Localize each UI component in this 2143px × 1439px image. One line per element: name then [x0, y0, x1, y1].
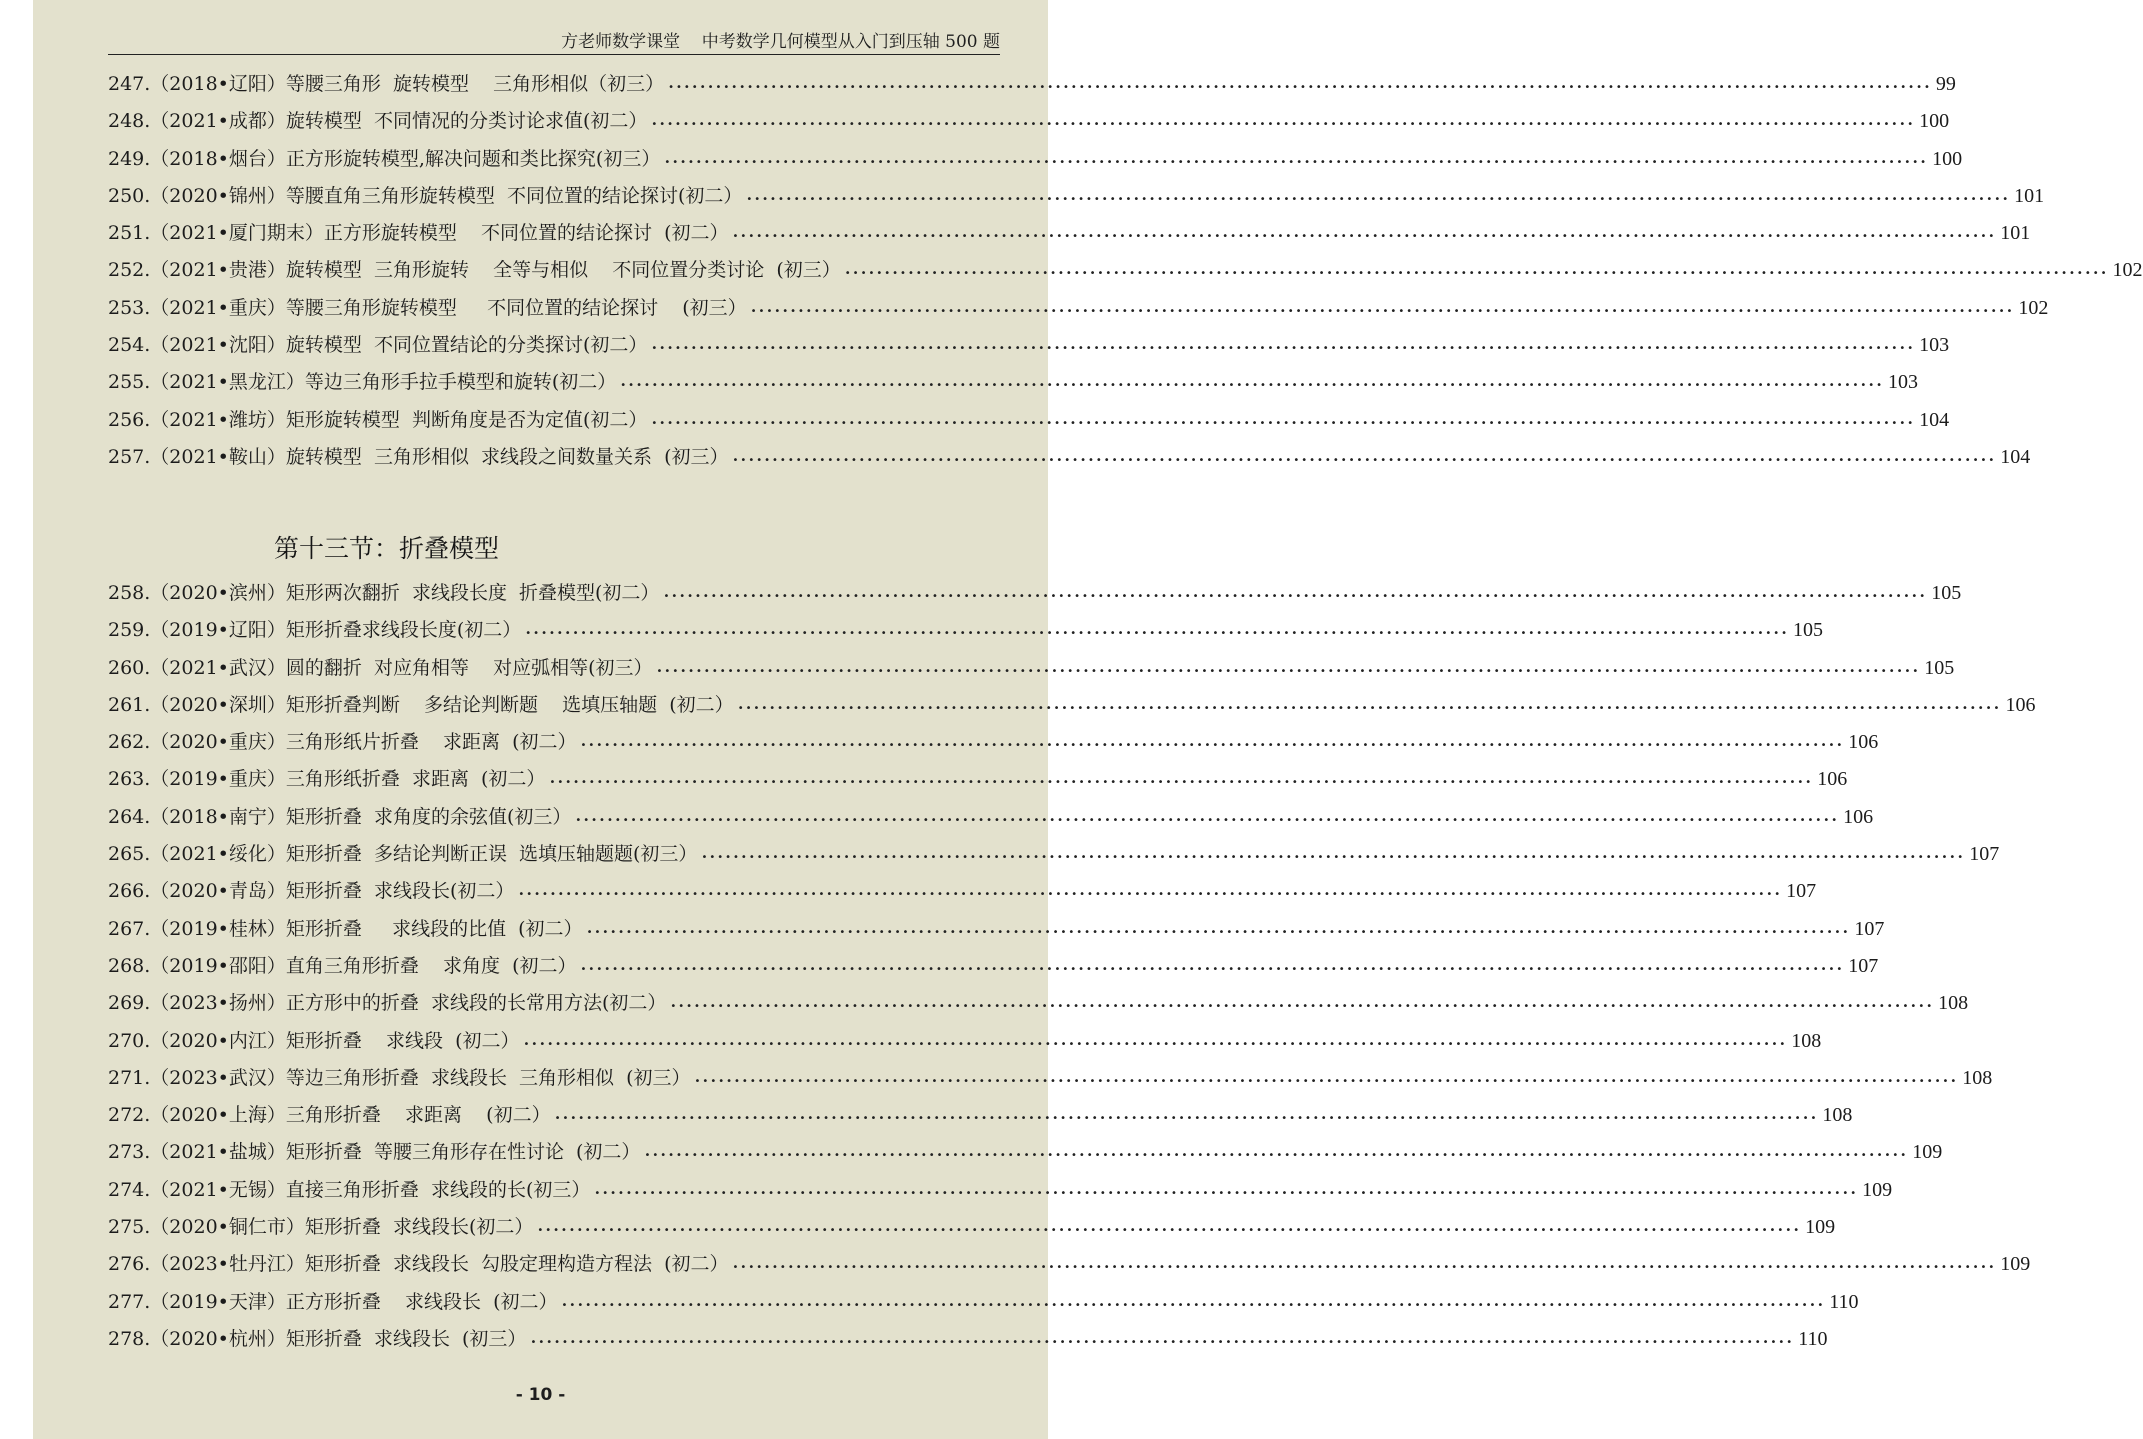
toc-entry-page: 110 — [1798, 1327, 1828, 1350]
toc-entry — [108, 1284, 1859, 1321]
dot-leader: •••••••••••••••••••••••••••••••••••••••••••••••••••••••••••••••••••••••••••••••••••••••••••••••••••••••••••••••••••••••••••••••••••••••••••••••••••••••••••••••• — [844, 268, 2109, 280]
toc-entry — [108, 1023, 1822, 1060]
toc-entry-page: 105 — [1793, 619, 1824, 642]
dot-leader: •••••••••••••••••••••••••••••••••••••••••••••••••••••••••••••••••••••••••••••••••••••••••••••••••••••••••••••••••••••••••••••••••••••••••••••••••••••••••••••••• — [656, 665, 1921, 677]
dot-leader: •••••••••••••••••••••••••••••••••••••••••••••••••••••••••••••••••••••••••••••••••••••••••••••••••••••••••••••••••••••••••••••••••••••••••••••••••••••••••••••••• — [554, 1113, 1819, 1125]
toc-entry-page: 101 — [2000, 222, 2031, 245]
toc-entry-page: 102 — [2112, 259, 2143, 282]
toc-list-rotation — [108, 66, 2143, 476]
dot-leader: •••••••••••••••••••••••••••••••••••••••••••••••••••••••••••••••••••••••••••••••••••••••••••••••••••••••••••••••••••••••••••••••••••••••••••••••••••••••••••••••• — [651, 119, 1916, 131]
dot-leader: •••••••••••••••••••••••••••••••••••••••••••••••••••••••••••••••••••••••••••••••••••••••••••••••••••••••••••••••••••••••••••••••••••••••••••••••••••••••••••••••• — [750, 305, 2015, 317]
toc-entry — [108, 1209, 1836, 1246]
toc-entry-title: 251.（2021•厦门期末）正方形旋转模型 不同位置的结论探讨 (初二） — [108, 222, 729, 245]
toc-entry-title: 250.（2020•锦州）等腰直角三角形旋转模型 不同位置的结论探讨(初二） — [108, 184, 743, 207]
toc-entry-title: 247.（2018•辽阳）等腰三角形 旋转模型 三角形相似（初三） — [108, 73, 665, 95]
toc-entry-title: 258.（2020•滨州）矩形两次翻折 求线段长度 折叠模型(初二） — [108, 582, 660, 604]
toc-entry — [108, 985, 1969, 1022]
dot-leader: •••••••••••••••••••••••••••••••••••••••••••••••••••••••••••••••••••••••••••••••••••••••••••••••••••••••••••••••••••••••••••••••••••••••••••••••••••••••••••••••• — [518, 889, 1783, 901]
toc-entry — [108, 66, 1956, 103]
toc-entry — [108, 290, 2049, 327]
toc-entry — [108, 911, 1885, 948]
toc-entry-page: 103 — [1919, 334, 1950, 357]
toc-entry-page: 109 — [2000, 1253, 2031, 1276]
toc-entry-page: 107 — [1854, 917, 1885, 940]
toc-entry-title: 274.（2021•无锡）直接三角形折叠 求线段的长(初三） — [108, 1178, 591, 1201]
toc-entry-title: 252.（2021•贵港）旋转模型 三角形旋转 全等与相似 不同位置分类讨论 (初三） — [108, 259, 841, 282]
dot-leader: •••••••••••••••••••••••••••••••••••••••••••••••••••••••••••••••••••••••••••••••••••••••••••••••••••••••••••••••••••••••••••••••••••••••••••••••••••••••••••••••• — [663, 591, 1928, 602]
dot-leader: •••••••••••••••••••••••••••••••••••••••••••••••••••••••••••••••••••••••••••••••••••••••••••••••••••••••••••••••••••••••••••••••••••••••••••••••••••••••••••••••• — [732, 454, 1997, 466]
toc-entry-page: 99 — [1935, 73, 1956, 95]
toc-entry — [108, 327, 1950, 364]
dot-leader: •••••••••••••••••••••••••••••••••••••••••••••••••••••••••••••••••••••••••••••••••••••••••••••••••••••••••••••••••••••••••••••••••••••••••••••••••••••••••••••••• — [746, 193, 2011, 205]
dot-leader: •••••••••••••••••••••••••••••••••••••••••••••••••••••••••••••••••••••••••••••••••••••••••••••••••••••••••••••••••••••••••••••••••••••••••••••••••••••••••••••••• — [580, 740, 1845, 752]
toc-entry — [108, 799, 1874, 836]
toc-entry-title: 270.（2020•内江）矩形折叠 求线段 (初二） — [108, 1029, 520, 1052]
toc-entry — [108, 836, 2000, 873]
dot-leader: •••••••••••••••••••••••••••••••••••••••••••••••••••••••••••••••••••••••••••••••••••••••••••••••••••••••••••••••••••••••••••••••••••••••••••••••••••••••••••••••• — [523, 1038, 1788, 1050]
toc-entry-title: 268.（2019•邵阳）直角三角形折叠 求角度 (初二） — [108, 954, 577, 977]
toc-entry-title: 261.（2020•深圳）矩形折叠判断 多结论判断题 选填压轴题 (初二） — [108, 693, 734, 716]
toc-entry-title: 262.（2020•重庆）三角形纸片折叠 求距离 (初二） — [108, 731, 577, 754]
toc-entry-title: 271.（2023•武汉）等边三角形折叠 求线段长 三角形相似 (初三） — [108, 1066, 691, 1089]
toc-entry-page: 105 — [1931, 582, 1962, 604]
dot-leader: •••••••••••••••••••••••••••••••••••••••••••••••••••••••••••••••••••••••••••••••••••••••••••••••••••••••••••••••••••••••••••••••••••••••••••••••••••••••••••••••• — [586, 926, 1851, 938]
toc-entry-page: 108 — [1791, 1029, 1822, 1052]
section-heading: 第十三节：折叠模型 — [274, 534, 500, 563]
dot-leader: •••••••••••••••••••••••••••••••••••••••••••••••••••••••••••••••••••••••••••••••••••••••••••••••••••••••••••••••••••••••••••••••••••••••••••••••••••••••••••••••• — [670, 1001, 1935, 1013]
dot-leader: •••••••••••••••••••••••••••••••••••••••••••••••••••••••••••••••••••••••••••••••••••••••••••••••••••••••••••••••••••••••••••••••••••••••••••••••••••••••••••••••• — [651, 343, 1916, 355]
toc-entry-title: 277.（2019•天津）正方形折叠 求线段长 (初二） — [108, 1290, 558, 1313]
dot-leader: •••••••••••••••••••••••••••••••••••••••••••••••••••••••••••••••••••••••••••••••••••••••••••••••••••••••••••••••••••••••••••••••••••••••••••••••••••••••••••••••• — [537, 1225, 1802, 1237]
toc-entry — [108, 1097, 1853, 1134]
dot-leader: •••••••••••••••••••••••••••••••••••••••••••••••••••••••••••••••••••••••••••••••••••••••••••••••••••••••••••••••••••••••••••••••••••••••••••••••••••••••••••••••• — [737, 702, 2002, 714]
toc-entry — [108, 439, 2031, 476]
toc-entry-title: 253.（2021•重庆）等腰三角形旋转模型 不同位置的结论探讨 (初三） — [108, 296, 747, 319]
toc-entry-title: 255.（2021•黑龙江）等边三角形手拉手模型和旋转(初二） — [108, 371, 617, 394]
toc-entry-page: 109 — [1805, 1216, 1836, 1239]
toc-entry — [108, 873, 1817, 910]
toc-entry-page: 101 — [2014, 184, 2045, 207]
toc-entry — [108, 1246, 2031, 1283]
toc-entry — [108, 402, 1950, 439]
dot-leader: •••••••••••••••••••••••••••••••••••••••••••••••••••••••••••••••••••••••••••••••••••••••••••••••••••••••••••••••••••••••••••••••••••••••••••••••••••••••••••••••• — [664, 156, 1929, 168]
toc-entry-title: 267.（2019•桂林）矩形折叠 求线段的比值 (初二） — [108, 917, 583, 940]
toc-entry-title: 259.（2019•辽阳）矩形折叠求线段长度(初二） — [108, 619, 522, 642]
dot-leader: •••••••••••••••••••••••••••••••••••••••••••••••••••••••••••••••••••••••••••••••••••••••••••••••••••••••••••••••••••••••••••••••••••••••••••••••••••••••••••••••• — [580, 963, 1845, 975]
dot-leader: •••••••••••••••••••••••••••••••••••••••••••••••••••••••••••••••••••••••••••••••••••••••••••••••••••••••••••••••••••••••••••••••••••••••••••••••••••••••••••••••• — [694, 1075, 1959, 1087]
toc-entry — [108, 948, 1879, 985]
dot-leader: •••••••••••••••••••••••••••••••••••••••••••••••••••••••••••••••••••••••••••••••••••••••••••••••••••••••••••••••••••••••••••••••••••••••••••••••••••••••••••••••• — [732, 1262, 1997, 1274]
toc-entry — [108, 1172, 1893, 1209]
dot-leader: •••••••••••••••••••••••••••••••••••••••••••••••••••••••••••••••••••••••••••••••••••••••••••••••••••••••••••••••••••••••••••••••••••••••••••••••••••••••••••••••• — [561, 1299, 1826, 1311]
toc-entry — [108, 761, 1848, 798]
toc-entry — [108, 612, 1824, 649]
toc-entry — [108, 650, 1955, 687]
dot-leader: •••••••••••••••••••••••••••••••••••••••••••••••••••••••••••••••••••••••••••••••••••••••••••••••••••••••••••••••••••••••••••••••••••••••••••••••••••••••••••••••• — [575, 814, 1840, 826]
toc-entry-title: 272.（2020•上海）三角形折叠 求距离 (初二） — [108, 1104, 551, 1127]
toc-entry-title: 265.（2021•绥化）矩形折叠 多结论判断正误 选填压轴题题(初三） — [108, 843, 698, 866]
toc-entry-page: 102 — [2018, 296, 2049, 319]
toc-entry-page: 109 — [1862, 1178, 1893, 1201]
toc-entry-page: 100 — [1919, 110, 1950, 133]
toc-entry-page: 105 — [1924, 656, 1955, 679]
toc-entry-page: 107 — [1969, 843, 2000, 866]
toc-entry-page: 106 — [1817, 768, 1848, 791]
toc-entry — [108, 687, 2036, 724]
toc-entry-page: 106 — [1843, 805, 1874, 828]
page-number: - 10 - — [515, 1385, 566, 1405]
toc-entry-page: 108 — [1822, 1104, 1853, 1127]
dot-leader: •••••••••••••••••••••••••••••••••••••••••••••••••••••••••••••••••••••••••••••••••••••••••••••••••••••••••••••••••••••••••••••••••••••••••••••••••••••••••••••••• — [644, 1150, 1909, 1162]
toc-entry-page: 103 — [1888, 371, 1919, 394]
dot-leader: •••••••••••••••••••••••••••••••••••••••••••••••••••••••••••••••••••••••••••••••••••••••••••••••••••••••••••••••••••••••••••••••••••••••••••••••••••••••••••••••• — [594, 1187, 1859, 1199]
toc-entry-title: 257.（2021•鞍山）旋转模型 三角形相似 求线段之间数量关系 (初三） — [108, 445, 729, 468]
toc-entry — [108, 215, 2031, 252]
toc-entry-title: 275.（2020•铜仁市）矩形折叠 求线段长(初二） — [108, 1216, 534, 1239]
dot-leader: •••••••••••••••••••••••••••••••••••••••••••••••••••••••••••••••••••••••••••••••••••••••••••••••••••••••••••••••••••••••••••••••••••••••••••••••••••••••••••••••• — [668, 82, 1932, 93]
toc-entry-page: 106 — [1848, 731, 1879, 754]
dot-leader: •••••••••••••••••••••••••••••••••••••••••••••••••••••••••••••••••••••••••••••••••••••••••••••••••••••••••••••••••••••••••••••••••••••••••••••••••••••••••••••••• — [620, 380, 1885, 392]
toc-entry-title: 260.（2021•武汉）圆的翻折 对应角相等 对应弧相等(初三） — [108, 656, 653, 679]
toc-entry-title: 264.（2018•南宁）矩形折叠 求角度的余弦值(初三） — [108, 805, 572, 828]
toc-entry-page: 108 — [1938, 992, 1969, 1015]
toc-entry-title: 254.（2021•沈阳）旋转模型 不同位置结论的分类探讨(初二） — [108, 334, 648, 357]
toc-entry-page: 104 — [2000, 445, 2031, 468]
document-page — [33, 0, 2143, 1439]
toc-entry-page: 100 — [1932, 147, 1963, 170]
toc-entry-page: 104 — [1919, 408, 1950, 431]
toc-entry-title: 263.（2019•重庆）三角形纸折叠 求距离 (初二） — [108, 768, 546, 791]
toc-entry — [108, 724, 1879, 761]
toc-entry — [108, 1321, 1828, 1358]
toc-entry-title: 256.（2021•潍坊）矩形旋转模型 判断角度是否为定值(初二） — [108, 408, 648, 431]
toc-entry — [108, 252, 2143, 289]
toc-entry — [108, 1060, 1993, 1097]
toc-entry — [108, 103, 1950, 140]
toc-entry-title: 269.（2023•扬州）正方形中的折叠 求线段的长常用方法(初二） — [108, 992, 667, 1015]
toc-entry-page: 109 — [1912, 1141, 1943, 1164]
toc-entry-title: 278.（2020•杭州）矩形折叠 求线段长 (初三） — [108, 1327, 527, 1350]
running-header: 方老师数学课堂 中考数学几何模型从入门到压轴 500 题 — [108, 30, 1000, 55]
toc-entry-title: 248.（2021•成都）旋转模型 不同情况的分类讨论求值(初二） — [108, 110, 648, 133]
dot-leader: •••••••••••••••••••••••••••••••••••••••••••••••••••••••••••••••••••••••••••••••••••••••••••••••••••••••••••••••••••••••••••••••••••••••••••••••••••••••••••••••• — [530, 1336, 1795, 1348]
toc-entry — [108, 575, 1962, 612]
toc-entry — [108, 141, 1963, 178]
dot-leader: •••••••••••••••••••••••••••••••••••••••••••••••••••••••••••••••••••••••••••••••••••••••••••••••••••••••••••••••••••••••••••••••••••••••••••••••••••••••••••••••• — [525, 628, 1790, 640]
toc-entry — [108, 364, 1919, 401]
toc-entry-page: 108 — [1962, 1066, 1993, 1089]
toc-entry-page: 110 — [1829, 1290, 1859, 1313]
toc-entry-title: 249.（2018•烟台）正方形旋转模型,解决问题和类比探究(初三） — [108, 147, 661, 170]
toc-entry — [108, 178, 2045, 215]
toc-entry-page: 107 — [1786, 880, 1817, 903]
dot-leader: •••••••••••••••••••••••••••••••••••••••••••••••••••••••••••••••••••••••••••••••••••••••••••••••••••••••••••••••••••••••••••••••••••••••••••••••••••••••••••••••• — [651, 417, 1916, 429]
dot-leader: •••••••••••••••••••••••••••••••••••••••••••••••••••••••••••••••••••••••••••••••••••••••••••••••••••••••••••••••••••••••••••••••••••••••••••••••••••••••••••••••• — [549, 777, 1814, 789]
toc-entry-title: 273.（2021•盐城）矩形折叠 等腰三角形存在性讨论 (初二） — [108, 1141, 641, 1164]
dot-leader: •••••••••••••••••••••••••••••••••••••••••••••••••••••••••••••••••••••••••••••••••••••••••••••••••••••••••••••••••••••••••••••••••••••••••••••••••••••••••••••••• — [732, 231, 1997, 243]
toc-entry — [108, 1134, 1943, 1171]
dot-leader: •••••••••••••••••••••••••••••••••••••••••••••••••••••••••••••••••••••••••••••••••••••••••••••••••••••••••••••••••••••••••••••••••••••••••••••••••••••••••••••••• — [701, 852, 1966, 864]
toc-entry-title: 276.（2023•牡丹江）矩形折叠 求线段长 勾股定理构造方程法 (初二） — [108, 1253, 729, 1276]
toc-entry-page: 106 — [2005, 693, 2036, 716]
toc-entry-page: 107 — [1848, 954, 1879, 977]
toc-entry-title: 266.（2020•青岛）矩形折叠 求线段长(初二） — [108, 880, 515, 903]
toc-list-folding — [108, 575, 2036, 1358]
